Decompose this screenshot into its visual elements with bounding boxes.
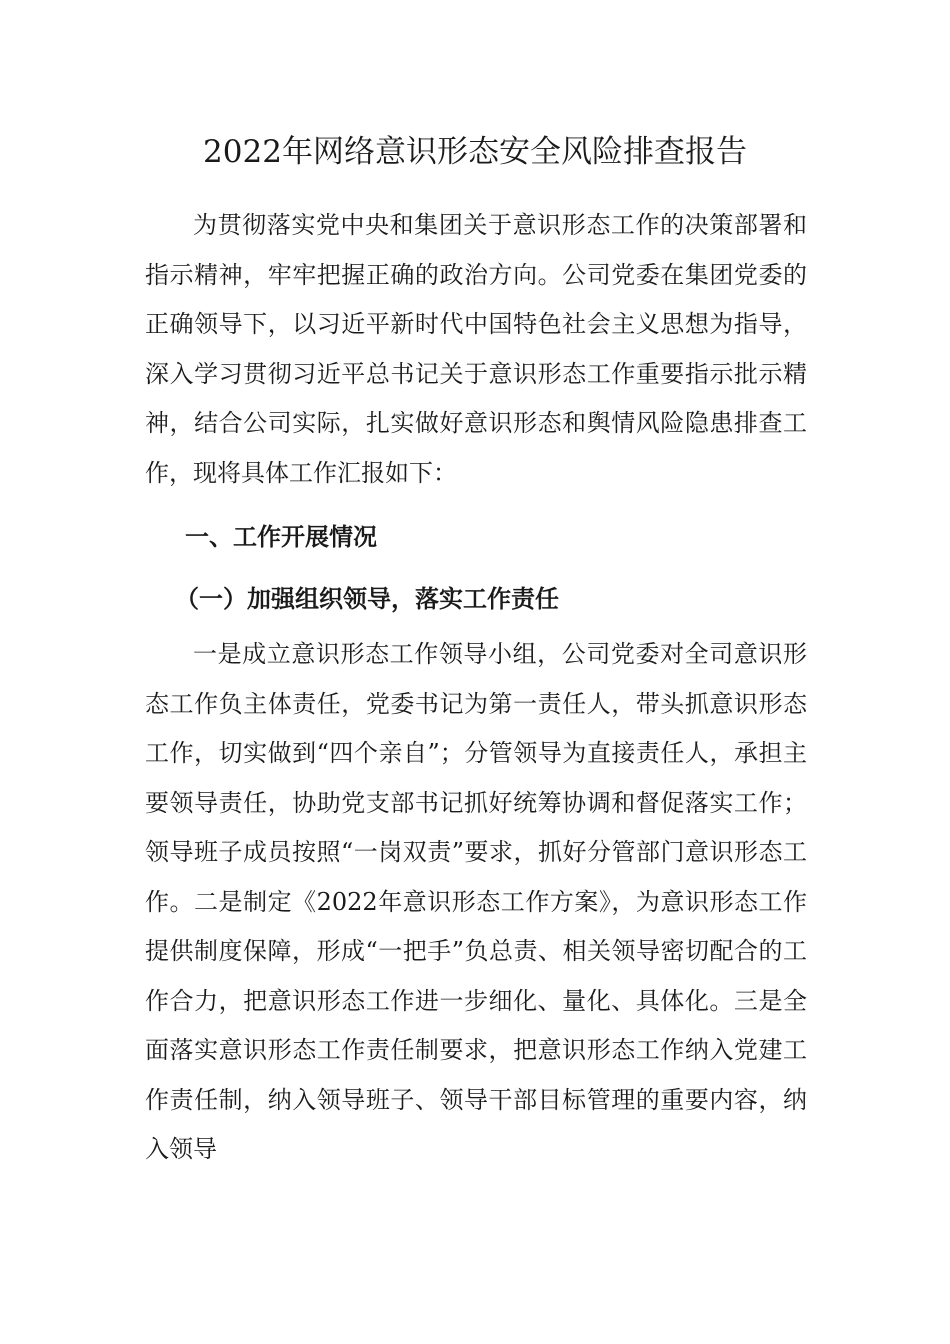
subsection-heading-leadership: （一）加强组织领导，落实工作责任 [175,585,559,613]
subsection-body-paragraph: 一是成立意识形态工作领导小组，公司党委对全司意识形态工作负主体责任，党委书记为第一责任人，带头抓意识形态工作，切实做到“四个亲自”；分管领导为直接责任人，承担主要领导责任，协助党支部书记抓好统筹协调和督促落实工作；领导班子成员按照“一岗双责”要求，抓好分管部门意识形态工作。二是制定《2022年意识形态工作方案》，为意识形态工作提供制度保障，形成“一把手”负总责、相关领导密切配合的工作合力，把意识形态工作进一步细化、量化、具体化。三是全面落实意识形态工作责任制要求，把意识形态工作纳入党建工作责任制，纳入领导班子、领导干部目标管理的重要内容，纳入领导 [145,640,807,1163]
document-title: 2022年网络意识形态安全风险排查报告 [203,134,747,170]
section-heading-work-progress: 一、工作开展情况 [185,523,377,551]
intro-paragraph: 为贯彻落实党中央和集团关于意识形态工作的决策部署和指示精神，牢牢把握正确的政治方向。公司党委在集团党委的正确领导下，以习近平新时代中国特色社会主义思想为指导，深入学习贯彻习近平总书记关于意识形态工作重要指示批示精神，结合公司实际，扎实做好意识形态和舆情风险隐患排查工作，现将具体工作汇报如下： [145,211,807,487]
document-body [145,201,807,1175]
